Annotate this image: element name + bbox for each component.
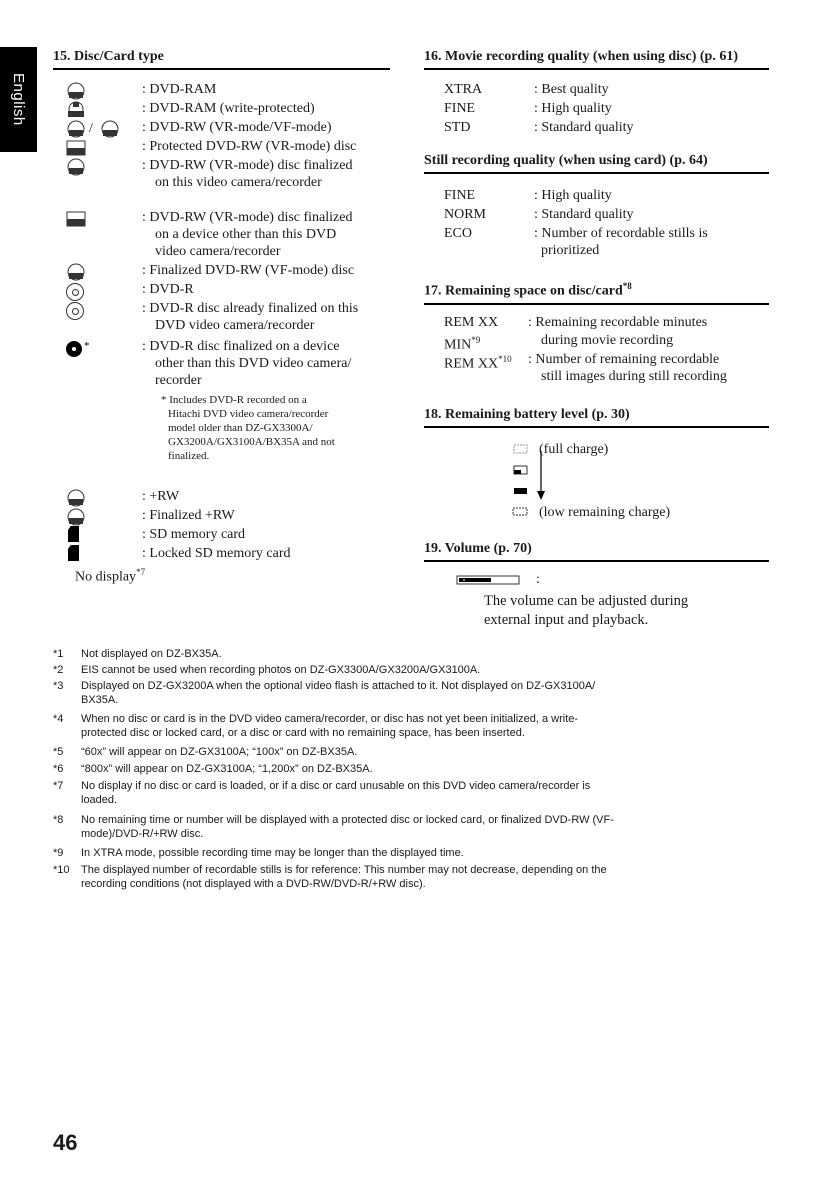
sd-card-locked-icon bbox=[68, 545, 79, 561]
desc-sd-card: : SD memory card bbox=[142, 527, 246, 542]
dvd-r-finalized-other-icon bbox=[65, 339, 95, 364]
section-still-quality-title: Still recording quality (when using card) (p. 64) bbox=[424, 152, 769, 174]
remaining-row: REM XX$^{*10}$ bbox=[444, 354, 512, 372]
footnote: *7 No display if no disc or card is loaded, or if a disc or card unusable on this DVD video camera/recorder is loaded. bbox=[53, 780, 591, 806]
still-quality-row: NORM bbox=[444, 207, 487, 222]
still-quality-row-value: : Standard quality bbox=[534, 207, 634, 222]
language-tab: English bbox=[0, 47, 37, 152]
battery-full-label: (full charge) bbox=[539, 442, 609, 457]
section-battery-title: 18. Remaining battery level (p. 30) bbox=[424, 406, 769, 428]
still-quality-row-value: : Number of recordable stills is prioritized bbox=[534, 226, 708, 258]
volume-bar-icon bbox=[456, 573, 520, 591]
desc-dvd-r-finalized: : DVD-R disc already finalized on this DVD video camera/recorder bbox=[142, 301, 359, 333]
dvd-rw-finalized-icon bbox=[65, 158, 87, 181]
footnote: *3 Displayed on DZ-GX3200A when the optional video flash is attached to it. Not displayed on DZ-GX3100A/ BX35A. bbox=[53, 680, 596, 706]
section-volume-title: 19. Volume (p. 70) bbox=[424, 540, 769, 562]
dvd-rw-vf-icon bbox=[99, 120, 121, 143]
desc-plus-rw-finalized: : Finalized +RW bbox=[142, 508, 235, 523]
slash-separator: / bbox=[89, 121, 93, 136]
still-quality-row-value: : High quality bbox=[534, 188, 612, 203]
footnote: *6 “800x” will appear on DZ-GX3100A; “1,200x” on DZ-BX35A. bbox=[53, 763, 373, 775]
remaining-row-value: : Remaining recordable minutes bbox=[528, 315, 708, 330]
down-arrow-icon bbox=[537, 451, 545, 506]
battery-mid-icon bbox=[512, 463, 530, 481]
movie-quality-row: FINE bbox=[444, 101, 476, 116]
remaining-row: REM XX bbox=[444, 315, 499, 330]
still-quality-row: ECO bbox=[444, 226, 472, 241]
footnote: *9 In XTRA mode, possible recording time may be longer than the displayed time. bbox=[53, 847, 464, 859]
dvd-r-note: * Includes DVD-R recorded on a Hitachi DVD video camera/recorder model older than DZ-GX3300A/ GX3200A/GX3100A/BX35A and not finalized. bbox=[161, 394, 335, 462]
desc-dvd-rw-finalized: : DVD-RW (VR-mode) disc finalized on this video camera/recorder bbox=[142, 158, 353, 190]
movie-quality-row-value: : Standard quality bbox=[534, 120, 634, 135]
movie-quality-row: STD bbox=[444, 120, 471, 135]
section-title: 15. Disc/Card type bbox=[53, 48, 390, 70]
footnote: *2 EIS cannot be used when recording photos on DZ-GX3300A/GX3200A/GX3100A. bbox=[53, 664, 481, 676]
dvd-rw-finalized-other-icon bbox=[65, 210, 87, 233]
footnote: *1 Not displayed on DZ-BX35A. bbox=[53, 648, 222, 660]
no-display-label: No display$^{*7}$ bbox=[75, 567, 146, 585]
battery-full-icon bbox=[512, 442, 530, 460]
battery-low-icon bbox=[512, 483, 530, 501]
desc-dvd-ram: : DVD-RAM bbox=[142, 82, 217, 97]
desc-dvd-r: : DVD-R bbox=[142, 282, 194, 297]
desc-dvd-rw: : DVD-RW (VR-mode/VF-mode) bbox=[142, 120, 332, 135]
footnote: *8 No remaining time or number will be displayed with a protected disc or locked card, or finalized DVD-RW (VF- mode)/DVD-R/+RW disc. bbox=[53, 814, 614, 840]
volume-colon: : bbox=[536, 572, 540, 587]
section-disc-card-type bbox=[53, 48, 390, 608]
desc-dvd-rw-protected: : Protected DVD-RW (VR-mode) disc bbox=[142, 139, 357, 154]
sd-card-icon bbox=[68, 526, 79, 542]
page-number: 46 bbox=[53, 1130, 78, 1155]
svg-text:*: * bbox=[84, 340, 90, 352]
desc-plus-rw: : +RW bbox=[142, 489, 180, 504]
footnote: *5 “60x” will appear on DZ-GX3100A; “100x” on DZ-BX35A. bbox=[53, 746, 358, 758]
movie-quality-row-value: : Best quality bbox=[534, 82, 609, 97]
desc-dvd-ram-protected: : DVD-RAM (write-protected) bbox=[142, 101, 315, 116]
remaining-row-value: during movie recording bbox=[541, 333, 674, 348]
dvd-r-finalized-icon bbox=[66, 302, 84, 325]
section-movie-quality-title: 16. Movie recording quality (when using disc) (p. 61) bbox=[424, 48, 769, 70]
movie-quality-row-value: : High quality bbox=[534, 101, 612, 116]
desc-sd-card-locked: : Locked SD memory card bbox=[142, 546, 291, 561]
remaining-row-value: : Number of remaining recordable still images during still recording bbox=[528, 352, 727, 384]
battery-empty-icon bbox=[510, 504, 532, 522]
right-column bbox=[424, 48, 769, 648]
desc-dvd-rw-finalized-other: : DVD-RW (VR-mode) disc finalized on a device other than this DVD video camera/recorder bbox=[142, 210, 353, 259]
desc-dvd-rw-vf-finalized: : Finalized DVD-RW (VF-mode) disc bbox=[142, 263, 355, 278]
section-remaining-space-title: 17. Remaining space on disc/card$^{*8}$ bbox=[424, 277, 769, 305]
battery-low-label: (low remaining charge) bbox=[539, 505, 671, 520]
footnote: *10 The displayed number of recordable stills is for reference: This number may not decrease, depending on the recording conditions (not displayed with a DVD-RW/DVD-R/+RW disc). bbox=[53, 864, 607, 890]
volume-description: The volume can be adjusted during external input and playback. bbox=[484, 593, 689, 628]
footnote: *4 When no disc or card is in the DVD video camera/recorder, or disc has not yet been initialized, a write- protected disc or locked card, or a disc or card with no remaining space, has been inserted. bbox=[53, 713, 579, 739]
movie-quality-row: XTRA bbox=[444, 82, 483, 97]
desc-dvd-r-finalized-other: : DVD-R disc finalized on a device other than this DVD video camera/ recorder bbox=[142, 339, 352, 388]
still-quality-row: FINE bbox=[444, 188, 476, 203]
remaining-row: MIN$^{*9}$ bbox=[444, 335, 481, 353]
